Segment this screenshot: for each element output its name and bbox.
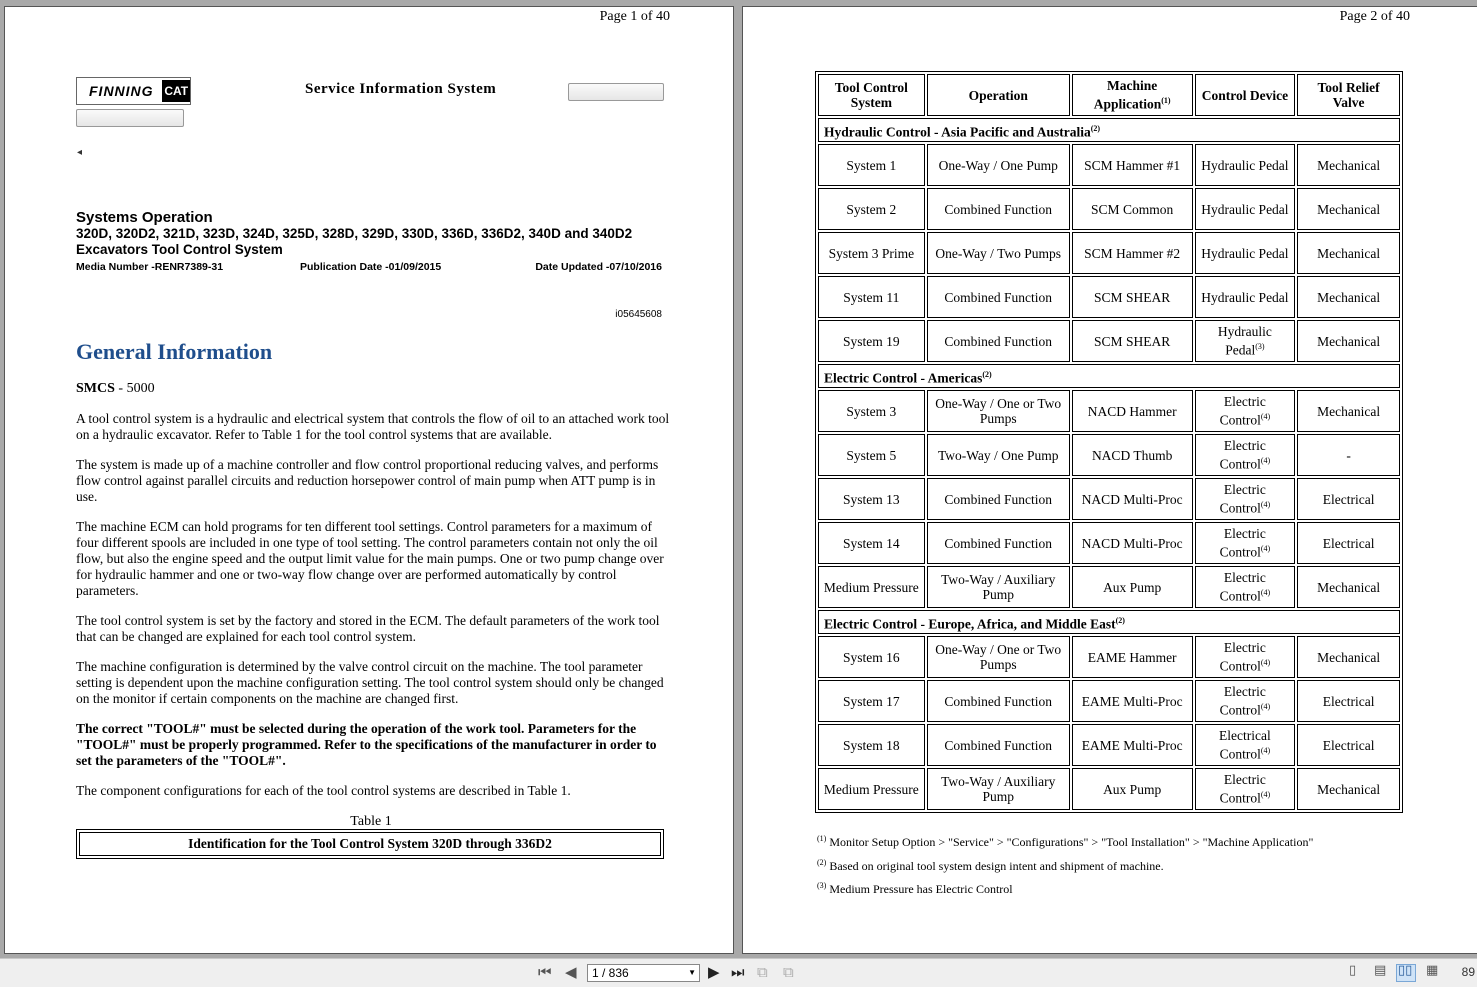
footnote-mark: (4) bbox=[1260, 588, 1271, 598]
table-cell bbox=[1072, 566, 1193, 608]
document-page-2 bbox=[742, 6, 1477, 954]
cell-text: Combined Function bbox=[944, 201, 1053, 217]
smcs-code bbox=[76, 381, 155, 397]
table-cell bbox=[1195, 478, 1296, 520]
cell-text: Electric Control bbox=[1219, 438, 1266, 472]
header-text: Machine Application bbox=[1093, 78, 1162, 112]
section-title: General Information bbox=[76, 339, 273, 364]
table-cell bbox=[1195, 724, 1296, 766]
cell-text: One-Way / One or Two Pumps bbox=[935, 642, 1062, 672]
table-cell bbox=[1297, 724, 1400, 766]
cell-text: NACD Thumb bbox=[1091, 447, 1173, 463]
cell-text: Mechanical bbox=[1317, 579, 1381, 595]
cell-text: Mechanical bbox=[1317, 403, 1381, 419]
section-header-cell bbox=[818, 364, 1400, 388]
table-cell bbox=[818, 724, 925, 766]
table-cell bbox=[1297, 320, 1400, 362]
header-field-left[interactable] bbox=[76, 109, 184, 127]
table-row bbox=[818, 232, 1400, 274]
table-cell bbox=[1297, 768, 1400, 810]
cell-text: System 3 Prime bbox=[828, 245, 915, 261]
cell-text: NACD Hammer bbox=[1087, 403, 1177, 419]
section-title: Hydraulic Control - Asia Pacific and Australia bbox=[824, 124, 1091, 140]
single-page-icon[interactable]: ▯ bbox=[1349, 963, 1357, 978]
table-cell bbox=[1072, 390, 1193, 432]
cell-text: Electric Control bbox=[1219, 640, 1266, 674]
section-title: Electric Control - Europe, Africa, and Middle East bbox=[824, 616, 1116, 632]
last-page-icon[interactable]: ⏭ bbox=[731, 963, 745, 981]
cell-text: EAME Multi-Proc bbox=[1081, 693, 1183, 709]
paragraph: The tool control system is set by the factory and stored in the ECM. The default parameters of the work tool that can be changed are explained for each tool control system. bbox=[76, 613, 660, 644]
table-cell bbox=[1195, 768, 1296, 810]
cell-text: Electrical bbox=[1322, 693, 1375, 709]
cell-text: Hydraulic Pedal bbox=[1201, 245, 1289, 261]
page-number-label: Page 2 of 40 bbox=[1339, 9, 1410, 24]
prev-page-icon[interactable]: ◀ bbox=[565, 963, 577, 981]
cell-text: Aux Pump bbox=[1103, 579, 1162, 595]
cell-text: Mechanical bbox=[1317, 333, 1381, 349]
table-row bbox=[818, 478, 1400, 520]
header-cell: Tool Control System bbox=[818, 74, 925, 116]
footnote-mark: (3) bbox=[817, 881, 827, 890]
table-cell bbox=[818, 434, 925, 476]
publication-date: Publication Date -01/09/2015 bbox=[300, 261, 442, 273]
table-cell bbox=[1072, 276, 1193, 318]
table-cell bbox=[1195, 144, 1296, 186]
cell-text: System 3 bbox=[846, 403, 897, 419]
cell-text: SCM SHEAR bbox=[1094, 289, 1171, 305]
table-row bbox=[818, 276, 1400, 318]
cell-text: EAME Multi-Proc bbox=[1081, 737, 1183, 753]
page-select-value: 1 / 836 bbox=[592, 966, 629, 980]
cell-text: Two-Way / One Pump bbox=[937, 447, 1059, 463]
table-cell bbox=[1072, 636, 1193, 678]
finning-cat-logo bbox=[76, 77, 191, 105]
table-cell bbox=[818, 144, 925, 186]
table-cell bbox=[818, 232, 925, 274]
footnote-text: Monitor Setup Option > "Service" > "Configurations" > "Tool Installation" > "Machine Application" bbox=[829, 835, 1314, 849]
table-cell bbox=[927, 390, 1070, 432]
document-page-1 bbox=[4, 6, 734, 954]
table-cell bbox=[818, 276, 925, 318]
continuous-facing-icon[interactable]: ▦ bbox=[1426, 963, 1439, 978]
media-number: Media Number -RENR7389-31 bbox=[76, 261, 224, 273]
table-cell bbox=[1297, 144, 1400, 186]
cell-text: Mechanical bbox=[1317, 649, 1381, 665]
table-title-box bbox=[76, 829, 664, 859]
logo-text: FINNING bbox=[89, 83, 154, 99]
cell-text: Electric Control bbox=[1219, 394, 1266, 428]
cell-text: System 5 bbox=[846, 447, 897, 463]
facing-icon[interactable]: ▯▯ bbox=[1396, 964, 1416, 982]
table-cell bbox=[927, 276, 1070, 318]
cell-text: System 13 bbox=[843, 491, 900, 507]
table-cell bbox=[818, 768, 925, 810]
paste-icon[interactable]: ⧉ bbox=[783, 963, 794, 981]
table-cell bbox=[927, 434, 1070, 476]
table-caption: Table 1 bbox=[350, 814, 392, 829]
table-cell bbox=[1072, 478, 1193, 520]
footnote-text: Based on original tool system design intent and shipment of machine. bbox=[829, 858, 1164, 873]
cell-text: Electrical bbox=[1322, 491, 1375, 507]
table-row bbox=[818, 724, 1400, 766]
table-cell bbox=[1297, 522, 1400, 564]
cell-text: Mechanical bbox=[1317, 289, 1381, 305]
table-cell bbox=[1195, 188, 1296, 230]
table-cell bbox=[927, 522, 1070, 564]
table-title: Identification for the Tool Control System 320D through 336D2 bbox=[79, 832, 661, 856]
cell-text: Hydraulic Pedal bbox=[1201, 157, 1289, 173]
table-row bbox=[818, 320, 1400, 362]
cell-text: System 17 bbox=[843, 693, 900, 709]
footnote-mark: (2) bbox=[817, 857, 827, 867]
cell-text: System 14 bbox=[843, 535, 900, 551]
table-cell bbox=[1072, 724, 1193, 766]
table-cell bbox=[927, 566, 1070, 608]
header-field-right[interactable] bbox=[568, 83, 664, 101]
table-cell bbox=[1072, 522, 1193, 564]
table-row bbox=[818, 188, 1400, 230]
cell-text: Hydraulic Pedal bbox=[1217, 324, 1272, 358]
table-cell bbox=[1297, 232, 1400, 274]
footnote-mark: (2) bbox=[1115, 615, 1125, 625]
cell-text: Electric Control bbox=[1219, 570, 1266, 604]
footnote-mark: (4) bbox=[1260, 544, 1271, 554]
smcs-value: - 5000 bbox=[114, 381, 155, 396]
table-cell bbox=[1297, 390, 1400, 432]
cell-text: Hydraulic Pedal bbox=[1201, 289, 1289, 305]
table-cell bbox=[1297, 276, 1400, 318]
section-title: Electric Control - Americas bbox=[824, 370, 983, 386]
footnote-mark: (4) bbox=[1260, 500, 1271, 510]
table-row bbox=[818, 768, 1400, 810]
table-cell bbox=[1297, 680, 1400, 722]
footnote-mark: (3) bbox=[1255, 342, 1265, 352]
cell-text: Mechanical bbox=[1317, 157, 1381, 173]
cell-text: SCM SHEAR bbox=[1094, 333, 1171, 349]
footnote-mark: (4) bbox=[1260, 790, 1271, 800]
footnote-mark: (2) bbox=[982, 369, 992, 379]
header-cell bbox=[1072, 74, 1193, 116]
footnote bbox=[817, 876, 1313, 900]
table-header-row bbox=[818, 74, 1400, 116]
doc-title: Systems Operation bbox=[76, 209, 213, 226]
footnote bbox=[817, 829, 1313, 853]
table-cell bbox=[927, 636, 1070, 678]
cell-text: One-Way / Two Pumps bbox=[935, 245, 1062, 261]
table-cell bbox=[927, 478, 1070, 520]
date-updated: Date Updated -07/10/2016 bbox=[535, 261, 662, 273]
cat-logo-mark: CAT bbox=[162, 80, 190, 102]
table-cell bbox=[927, 680, 1070, 722]
section-row bbox=[818, 364, 1400, 388]
table-cell bbox=[1072, 188, 1193, 230]
table-cell bbox=[927, 768, 1070, 810]
table-row bbox=[818, 434, 1400, 476]
back-arrow-icon[interactable]: ◂ bbox=[77, 147, 83, 158]
next-page-icon[interactable]: ▶ bbox=[708, 963, 720, 981]
page-number-label: Page 1 of 40 bbox=[599, 9, 670, 24]
page-number-select[interactable] bbox=[587, 964, 700, 982]
table-cell bbox=[1072, 768, 1193, 810]
footnote-mark: (4) bbox=[1260, 702, 1271, 712]
cell-text: SCM Hammer #2 bbox=[1084, 245, 1181, 261]
table-cell bbox=[1195, 232, 1296, 274]
doc-id: i05645608 bbox=[615, 309, 662, 320]
doc-subtitle: 320D, 320D2, 321D, 323D, 324D, 325D, 328D, 329D, 330D, 336D, 336D2, 340D and 340D2 Excavators Tool Control System bbox=[76, 226, 633, 257]
tool-control-table bbox=[815, 71, 1403, 813]
cell-text: Electrical Control bbox=[1219, 728, 1271, 762]
table-cell bbox=[818, 566, 925, 608]
cell-text: Electric Control bbox=[1219, 482, 1266, 516]
table-row bbox=[818, 522, 1400, 564]
paragraph: The machine configuration is determined by the valve control circuit on the machine. The tool parameter setting is dependent upon the machine configuration setting. The tool control system should only be changed on the monitor if certain components on the machine are changed first. bbox=[76, 659, 664, 706]
table-body bbox=[818, 118, 1400, 810]
section-row bbox=[818, 118, 1400, 142]
table-cell bbox=[1195, 566, 1296, 608]
cell-text: NACD Multi-Proc bbox=[1081, 535, 1183, 551]
cell-text: Combined Function bbox=[944, 333, 1053, 349]
footnote-mark: (1) bbox=[1161, 96, 1171, 106]
table-cell bbox=[1297, 636, 1400, 678]
cell-text: System 11 bbox=[843, 289, 900, 305]
table-cell bbox=[818, 478, 925, 520]
cell-text: Mechanical bbox=[1317, 245, 1381, 261]
table-cell bbox=[1297, 566, 1400, 608]
section-row bbox=[818, 610, 1400, 634]
table-cell bbox=[1297, 478, 1400, 520]
cell-text: Medium Pressure bbox=[823, 781, 919, 797]
cell-text: One-Way / One or Two Pumps bbox=[935, 396, 1062, 426]
table-cell bbox=[1195, 390, 1296, 432]
cell-text: Electrical bbox=[1322, 737, 1375, 753]
cell-text: Two-Way / Auxiliary Pump bbox=[941, 774, 1056, 804]
table-cell bbox=[1072, 680, 1193, 722]
footnotes bbox=[817, 829, 1313, 900]
table-cell bbox=[1195, 276, 1296, 318]
table-cell bbox=[1195, 320, 1296, 362]
cell-text: Electrical bbox=[1322, 535, 1375, 551]
footnote-mark: (4) bbox=[1260, 746, 1271, 756]
table-cell bbox=[818, 522, 925, 564]
cell-text: One-Way / One Pump bbox=[938, 157, 1058, 173]
table-cell bbox=[818, 680, 925, 722]
table-cell bbox=[927, 188, 1070, 230]
cell-text: System 18 bbox=[843, 737, 900, 753]
table-cell bbox=[1195, 636, 1296, 678]
warning-paragraph: The correct "TOOL#" must be selected during the operation of the work tool. Parameters for the "TOOL#" must be properly programmed. Refer to the specifications of the manufacturer in order to set the parameters of the "TOOL#". bbox=[76, 721, 657, 768]
table-cell bbox=[1195, 680, 1296, 722]
paragraph: The system is made up of a machine controller and flow control proportional reducing valves, and performs flow control against parallel circuits and reduction horsepower control of main pump when ATT pump is in use. bbox=[76, 457, 659, 504]
sis-title: Service Information System bbox=[305, 81, 497, 97]
table-cell bbox=[1072, 434, 1193, 476]
header-cell: Operation bbox=[927, 74, 1070, 116]
table-cell bbox=[1072, 320, 1193, 362]
table-cell bbox=[1195, 522, 1296, 564]
footnote-mark: (1) bbox=[817, 834, 827, 843]
cell-text: System 1 bbox=[846, 157, 897, 173]
first-page-icon[interactable]: ⏮ bbox=[538, 963, 552, 981]
footnote-mark: (4) bbox=[1260, 658, 1271, 668]
table-cell bbox=[927, 232, 1070, 274]
cell-text: Combined Function bbox=[944, 737, 1053, 753]
table-cell bbox=[1072, 232, 1193, 274]
table-cell bbox=[927, 144, 1070, 186]
table-cell bbox=[818, 390, 925, 432]
paragraph: The machine ECM can hold programs for ten different tool settings. Control parameters for a maximum of four different spools are included in one type of tool setting. The control parameters contain not only the oil flow, but also the engine speed and the output limit value for the main pumps. One or two pump change over for hydraulic hammer and one or two-way flow change over are performed automatically by control parameters. bbox=[76, 519, 664, 598]
table-cell bbox=[927, 724, 1070, 766]
table-row bbox=[818, 566, 1400, 608]
cell-text: Electric Control bbox=[1219, 684, 1266, 718]
cell-text: Medium Pressure bbox=[823, 579, 919, 595]
table-cell bbox=[1195, 434, 1296, 476]
table-cell bbox=[1297, 434, 1400, 476]
continuous-icon[interactable]: ▤ bbox=[1374, 963, 1387, 978]
cell-text: - bbox=[1346, 447, 1351, 463]
header-cell: Control Device bbox=[1195, 74, 1296, 116]
cell-text: Mechanical bbox=[1317, 781, 1381, 797]
cell-text: Combined Function bbox=[944, 491, 1053, 507]
table-cell bbox=[1072, 144, 1193, 186]
table-cell bbox=[1297, 188, 1400, 230]
header-cell: Tool Relief Valve bbox=[1297, 74, 1400, 116]
copy-icon[interactable]: ⧉ bbox=[757, 963, 768, 981]
cell-text: System 2 bbox=[846, 201, 897, 217]
cell-text: Combined Function bbox=[944, 535, 1053, 551]
cell-text: Two-Way / Auxiliary Pump bbox=[941, 572, 1056, 602]
table-cell bbox=[818, 636, 925, 678]
zoom-level: 89 bbox=[1461, 965, 1475, 979]
cell-text: SCM Hammer #1 bbox=[1084, 157, 1181, 173]
footnote bbox=[817, 853, 1313, 877]
cell-text: System 16 bbox=[843, 649, 900, 665]
cell-text: Combined Function bbox=[944, 289, 1053, 305]
cell-text: Hydraulic Pedal bbox=[1201, 201, 1289, 217]
cell-text: SCM Common bbox=[1091, 201, 1174, 217]
footnote-mark: (4) bbox=[1260, 412, 1271, 422]
table-cell bbox=[818, 188, 925, 230]
table-row bbox=[818, 680, 1400, 722]
section-header-cell bbox=[818, 610, 1400, 634]
table-cell bbox=[927, 320, 1070, 362]
cell-text: EAME Hammer bbox=[1087, 649, 1177, 665]
footnote-mark: (2) bbox=[1090, 123, 1101, 133]
footnote-text: Medium Pressure has Electric Control bbox=[829, 882, 1013, 896]
table-row bbox=[818, 144, 1400, 186]
smcs-label: SMCS bbox=[76, 381, 115, 396]
cell-text: Electric Control bbox=[1219, 526, 1266, 560]
table-row bbox=[818, 390, 1400, 432]
table-cell bbox=[818, 320, 925, 362]
paragraph: The component configurations for each of the tool control systems are described in Table 1. bbox=[76, 783, 571, 798]
cell-text: Combined Function bbox=[944, 693, 1053, 709]
cell-text: Mechanical bbox=[1317, 201, 1381, 217]
cell-text: NACD Multi-Proc bbox=[1081, 491, 1183, 507]
cell-text: Aux Pump bbox=[1103, 781, 1162, 797]
table-row bbox=[818, 636, 1400, 678]
bottom-toolbar bbox=[0, 958, 1477, 987]
cell-text: Electric Control bbox=[1219, 772, 1266, 806]
chevron-down-icon: ▼ bbox=[688, 968, 696, 977]
footnote-mark: (4) bbox=[1260, 456, 1271, 466]
cell-text: System 19 bbox=[843, 333, 900, 349]
paragraph: A tool control system is a hydraulic and electrical system that controls the flow of oil to an attached work tool on a hydraulic excavator. Refer to Table 1 for the tool control systems that are available. bbox=[76, 411, 670, 442]
section-header-cell bbox=[818, 118, 1400, 142]
